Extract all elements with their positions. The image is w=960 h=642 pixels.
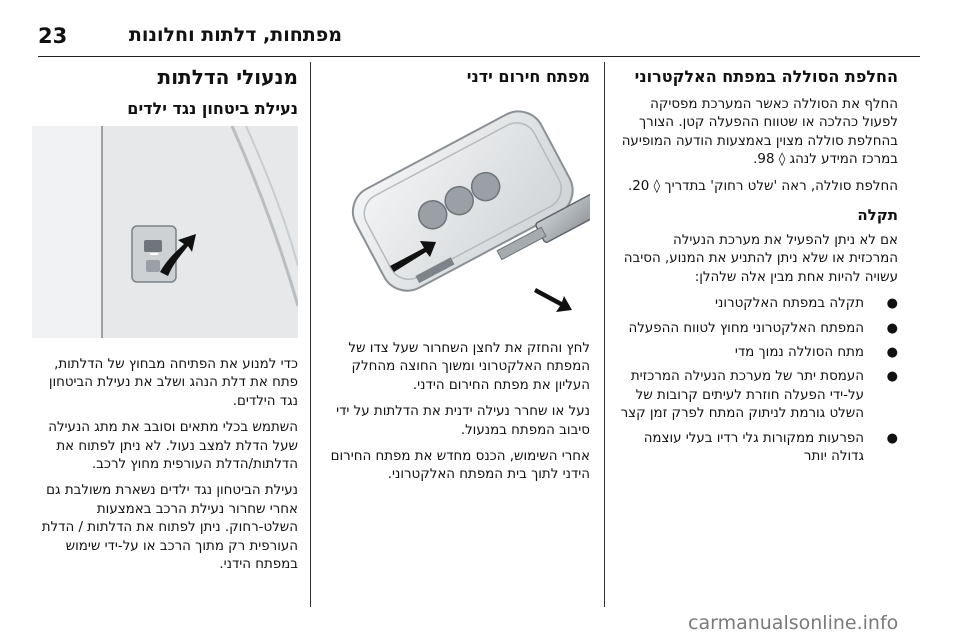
door-locks-column xyxy=(28,65,298,582)
list-item: ● תקלה במפתח האלקטרוני xyxy=(620,295,898,313)
child-lock-intro-text: כדי למנוע את הפתיחה מבחוץ של הדלתות, פתח את דלת הנהג ושלב את נעילת הביטחון נגד הילדים. xyxy=(48,357,298,409)
bullet-icon: ● xyxy=(886,320,898,336)
page-number: 23 xyxy=(38,24,68,48)
key-card-icon xyxy=(322,96,590,328)
list-item: ● העמסת יתר של מערכת הנעילה המרכזית על-ידי הפעלה חוזרת לעיתים קרובות של השלט גורמת לניתוק המתח לפרק זמן קצר xyxy=(620,369,898,422)
list-item: ● הפרעות ממקורות גלי רדיו בעלי עוצמה גדולה יותר xyxy=(643,430,898,465)
key-card-illustration xyxy=(322,96,590,328)
page-header xyxy=(38,10,960,50)
column-divider-right xyxy=(604,62,605,607)
emergency-key-column xyxy=(322,68,590,493)
reinsert-key-text: אחרי השימוש, הכנס מחדש את מפתח החירום הידני לתוך בית המפתח האלקטרוני. xyxy=(330,449,590,483)
fault-cause-list xyxy=(620,295,898,466)
door-locks-heading: מנעולי הדלתות xyxy=(157,65,298,89)
child-lock-remain-text: נעילת הביטחון נגד ילדים נשארת משולבת גם אחרי שחרור נעילת הרכב באמצעות השלט-רחוק. ניתן לפתוח את הדלתות / הדלת העורפית רק מתוך הרכב או על-ידי שימוש במפתח הידני. xyxy=(41,483,298,573)
header-rule xyxy=(38,56,920,57)
fault-heading: תקלה xyxy=(857,206,898,225)
column-divider-left xyxy=(310,62,311,607)
bullet-icon: ● xyxy=(886,369,898,385)
battery-reference-text: החלפת סוללה, ראה 'שלט רחוק' בתדריך ◊ 20. xyxy=(627,178,898,194)
watermark-text: carmanualsonline.info xyxy=(688,612,899,634)
child-lock-illustration xyxy=(32,126,298,338)
emergency-key-heading: מפתח חירום ידני xyxy=(466,67,590,86)
battery-replacement-text: החלף את הסוללה כאשר המערכת מפסיקה לפעול כהלכה או שטווח ההפעלה קטן. הצורך בהחלפת סוללה מצוין באמצעות הודעה המופיעה במרכז המידע לנהג ◊ 98. xyxy=(621,97,898,168)
battery-replacement-column xyxy=(620,68,898,473)
child-lock-tool-text: השתמש בכלי מתאים וסובב את מתג הנעילה שעל הדלת למצב נעול. לא ניתן לפתוח את הדלתות/הדלת העורפית מחוץ לרכב. xyxy=(48,420,298,473)
child-lock-heading: נעילת ביטחון נגד ילדים xyxy=(127,99,298,118)
list-item: ● מתח הסוללה נמוך מדי xyxy=(620,344,898,362)
bullet-icon: ● xyxy=(886,345,898,361)
bullet-icon: ● xyxy=(886,430,898,446)
bullet-icon: ● xyxy=(886,296,898,312)
battery-replacement-heading: החלפת הסוללה במפתח האלקטרוני xyxy=(634,67,898,86)
list-item: ● המפתח האלקטרוני מחוץ לטווח ההפעלה xyxy=(620,320,898,338)
release-button-text: לחץ והחזק את לחצן השחרור שעל צדו של המפתח האלקטרוני ומשוך החוצה מהחלק העליון את מפתח החירום הידני. xyxy=(348,341,590,393)
page-title: מפתחות, דלתות וחלונות xyxy=(128,24,342,46)
door-lock-icon xyxy=(32,126,298,338)
manual-lock-text: נעל או שחרר נעילה ידנית את הדלתות על ידי סיבוב המפתח במנעול. xyxy=(336,404,590,438)
fault-intro-text: אם לא ניתן להפעיל את מערכת הנעילה המרכזית או שלא ניתן להתניע את המנוע, הסיבה עשויה להיות אחת מבין אלה שלהלן: xyxy=(623,233,898,285)
